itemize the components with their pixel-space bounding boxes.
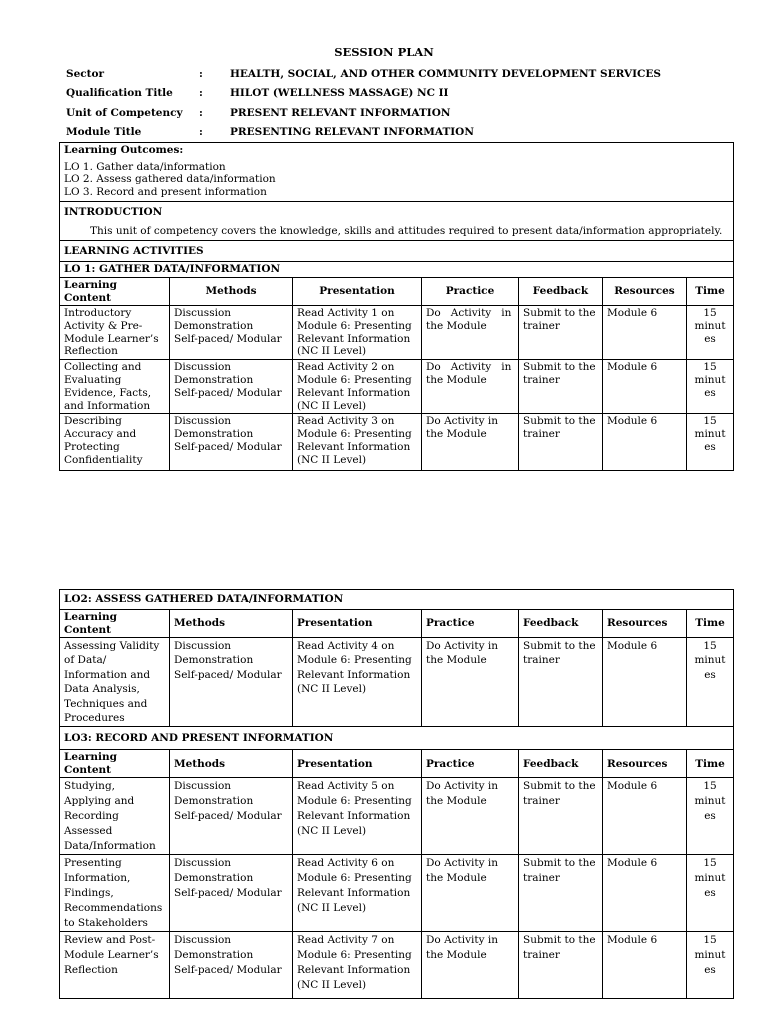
cell-line: Discussion [174, 934, 232, 947]
table-row [60, 638, 734, 727]
col-learning-content: Learning Content [60, 610, 170, 638]
cell-line: 15 [703, 934, 717, 947]
lo3-heading: LO3: RECORD AND PRESENT INFORMATION [60, 727, 734, 750]
cell-line: Findings, [64, 887, 114, 900]
cell-line: Assessing Validity [64, 640, 160, 652]
col-resources: Resources [603, 750, 687, 778]
cell-line: Discussion [174, 361, 232, 374]
lo2-heading-row [60, 590, 734, 610]
cell-line: es [704, 887, 716, 900]
col-methods: Methods [170, 278, 293, 306]
learning-outcomes-heading: Learning Outcomes: [64, 144, 184, 156]
cell-line: trainer [523, 949, 560, 962]
cell-line: 15 [703, 857, 717, 870]
cell-presentation [293, 855, 422, 932]
cell-feedback [519, 778, 603, 855]
learning-activities-heading: LEARNING ACTIVITIES [60, 241, 734, 262]
meta-row-sector [66, 64, 661, 84]
col-presentation: Presentation [293, 278, 422, 306]
cell-time [687, 638, 734, 727]
cell-line: Self-paced/ Modular [174, 386, 282, 399]
col-resources: Resources [603, 610, 687, 638]
cell-line: Discussion [174, 415, 232, 428]
cell-line: Module 6: Presenting [297, 654, 412, 667]
cell-line: trainer [523, 428, 560, 441]
cell-line: Presenting [64, 857, 122, 870]
cell-line: Module 6: Presenting [297, 949, 412, 962]
meta-value: HEALTH, SOCIAL, AND OTHER COMMUNITY DEVELOPMENT SERVICES [230, 67, 661, 80]
cell-line: Relevant Information [297, 887, 411, 900]
lo3-heading-row [60, 727, 734, 750]
cell-line: and Information [64, 399, 151, 412]
cell-line: Demonstration [174, 654, 254, 667]
cell-line: Relevant Information [297, 386, 411, 399]
lo2-rows [60, 638, 734, 727]
col-time: Time [687, 750, 734, 778]
cell-line: Self-paced/ Modular [174, 887, 282, 900]
cell-line: Module 6: Presenting [297, 795, 412, 808]
cell-resources [603, 360, 687, 414]
cell-methods [170, 360, 293, 414]
cell-line: Discussion [174, 857, 232, 870]
cell-line: Collecting and [64, 361, 142, 374]
learning-outcome-item: LO 1. Gather data/information [64, 160, 226, 173]
cell-line: Review and Post- [64, 934, 156, 947]
cell-line: Module 6: Presenting [297, 373, 412, 386]
cell-resources [603, 638, 687, 727]
cell-line: Module 6: Presenting [297, 319, 412, 332]
cell-line: Evidence, Facts, [64, 386, 152, 399]
cell-line: Applying and [64, 795, 135, 808]
cell-line: the Module [426, 319, 487, 332]
cell-line: Relevant Information [297, 810, 411, 823]
cell-time [687, 778, 734, 855]
learning-outcome-item: LO 2. Assess gathered data/information [64, 173, 276, 185]
cell-line: Information and [64, 668, 151, 681]
col-presentation: Presentation [293, 750, 422, 778]
cell-line: Discussion [174, 307, 232, 319]
cell-practice [422, 778, 519, 855]
cell-resources [603, 855, 687, 932]
meta-row-qualification [66, 84, 661, 104]
cell-presentation [293, 932, 422, 999]
cell-methods [170, 414, 293, 471]
cell-line: the Module [426, 373, 487, 386]
cell-line: Module 6 [607, 361, 658, 374]
cell-line: Data/Information [64, 839, 156, 852]
cell-resources [603, 414, 687, 471]
table-row [60, 360, 734, 414]
cell-line: Do Activity in [426, 640, 499, 652]
cell-line: es [704, 668, 716, 681]
session-table-lo1 [59, 142, 734, 471]
cell-feedback [519, 932, 603, 999]
cell-line: (NC II Level) [297, 683, 367, 696]
cell-line: Demonstration [174, 949, 254, 962]
introduction-text: This unit of competency covers the knowledge, skills and attitudes required to present data/information appropriately. [90, 224, 723, 237]
table-row [60, 932, 734, 999]
cell-line: the Module [426, 428, 487, 441]
cell-feedback [519, 360, 603, 414]
cell-line: Techniques and [64, 697, 148, 710]
introduction-heading: INTRODUCTION [64, 206, 163, 218]
cell-resources [603, 778, 687, 855]
col-methods: Methods [170, 750, 293, 778]
col-learning-content: Learning Content [60, 278, 170, 306]
table-row [60, 778, 734, 855]
cell-line: Do Activity in [426, 780, 499, 793]
meta-value: PRESENT RELEVANT INFORMATION [230, 106, 451, 119]
session-table-lo2-lo3 [59, 589, 734, 999]
introduction-cell [60, 202, 734, 241]
cell-line: Module Learner’s [64, 332, 159, 345]
cell-time [687, 360, 734, 414]
lo1-heading: LO 1: GATHER DATA/INFORMATION [60, 262, 734, 278]
cell-line: Read Activity 2 on [297, 361, 395, 374]
col-time: Time [687, 278, 734, 306]
cell-feedback [519, 638, 603, 727]
table-row [60, 855, 734, 932]
cell-line: Relevant Information [297, 964, 411, 976]
lo3-rows [60, 778, 734, 999]
cell-line: minut [694, 428, 726, 441]
cell-line: Read Activity 5 on [297, 780, 395, 793]
cell-methods [170, 306, 293, 360]
meta-key: Unit of Competency [66, 106, 183, 119]
cell-line: Demonstration [174, 319, 254, 332]
cell-line: Module 6 [607, 415, 658, 428]
cell-line: Module 6 [607, 857, 658, 870]
cell-line: es [704, 964, 716, 976]
cell-line: Module 6 [607, 780, 658, 793]
cell-time [687, 932, 734, 999]
cell-line: the Module [426, 795, 487, 808]
cell-line: Module Learner’s [64, 949, 159, 962]
cell-methods [170, 638, 293, 727]
cell-line: Self-paced/ Modular [174, 964, 282, 976]
cell-line: Module 6 [607, 934, 658, 947]
cell-learning-content [60, 932, 170, 999]
col-presentation: Presentation [293, 610, 422, 638]
cell-line: minut [694, 872, 726, 885]
col-learning-content: Learning Content [60, 750, 170, 778]
cell-line: (NC II Level) [297, 978, 367, 991]
column-header-row [60, 278, 734, 306]
cell-practice [422, 932, 519, 999]
cell-line: Module 6 [607, 307, 658, 319]
cell-line: trainer [523, 654, 560, 667]
cell-feedback [519, 855, 603, 932]
cell-line: Reflection [64, 964, 118, 976]
cell-line: to Stakeholders [64, 916, 148, 929]
cell-line: 15 [703, 415, 717, 428]
cell-line: Information, [64, 872, 131, 885]
cell-practice [422, 414, 519, 471]
cell-methods [170, 932, 293, 999]
meta-sep: : [199, 67, 203, 80]
cell-practice [422, 306, 519, 360]
cell-line: es [704, 386, 716, 399]
cell-line: es [704, 810, 716, 823]
page-title: SESSION PLAN [334, 45, 434, 59]
cell-presentation [293, 778, 422, 855]
cell-presentation [293, 638, 422, 727]
cell-learning-content [60, 638, 170, 727]
cell-line: Evaluating [64, 373, 122, 386]
cell-line: 15 [703, 780, 717, 793]
cell-line: minut [694, 319, 726, 332]
col-time: Time [687, 610, 734, 638]
col-methods: Methods [170, 610, 293, 638]
cell-line: Describing [64, 415, 122, 428]
lo1-rows [60, 306, 734, 471]
cell-line: Protecting [64, 440, 120, 453]
cell-line: Relevant Information [297, 668, 411, 681]
cell-practice [422, 360, 519, 414]
cell-line: the Module [426, 654, 487, 667]
cell-line: of Data/ [64, 654, 107, 667]
cell-line: Submit to the [523, 640, 596, 652]
col-practice: Practice [422, 750, 519, 778]
cell-line: Do Activity in [426, 934, 499, 947]
cell-presentation [293, 360, 422, 414]
meta-value: HILOT (WELLNESS MASSAGE) NC II [230, 87, 449, 100]
cell-methods [170, 855, 293, 932]
cell-presentation [293, 414, 422, 471]
cell-line: minut [694, 654, 726, 667]
col-feedback: Feedback [519, 750, 603, 778]
cell-line: minut [694, 795, 726, 808]
cell-line: Do Activity in [426, 415, 499, 428]
cell-line: Self-paced/ Modular [174, 668, 282, 681]
cell-line: Do Activity in [426, 307, 512, 319]
cell-line: Relevant Information [297, 440, 411, 453]
table-row [60, 414, 734, 471]
cell-line: Recommendations [64, 901, 163, 914]
meta-row-unit [66, 103, 661, 123]
cell-line: Self-paced/ Modular [174, 440, 282, 453]
col-practice: Practice [422, 610, 519, 638]
cell-line: (NC II Level) [297, 345, 367, 358]
cell-line: Self-paced/ Modular [174, 810, 282, 823]
cell-resources [603, 932, 687, 999]
cell-line: Recording [64, 810, 119, 823]
cell-line: Studying, [64, 780, 116, 793]
learning-outcome-item: LO 3. Record and present information [64, 185, 267, 198]
cell-line: 15 [703, 361, 717, 374]
cell-line: 15 [703, 307, 717, 319]
cell-line: Submit to the [523, 934, 596, 947]
lo2-heading: LO2: ASSESS GATHERED DATA/INFORMATION [60, 590, 734, 610]
cell-feedback [519, 414, 603, 471]
cell-feedback [519, 306, 603, 360]
cell-time [687, 855, 734, 932]
cell-line: Submit to the [523, 361, 596, 374]
cell-line: es [704, 440, 716, 453]
cell-line: Do Activity in [426, 857, 499, 870]
meta-key: Sector [66, 67, 105, 80]
meta-sep: : [199, 106, 203, 119]
meta-key: Module Title [66, 126, 142, 139]
cell-methods [170, 778, 293, 855]
cell-resources [603, 306, 687, 360]
cell-line: Read Activity 6 on [297, 857, 395, 870]
cell-learning-content [60, 855, 170, 932]
cell-line: (NC II Level) [297, 399, 367, 412]
column-header-row [60, 750, 734, 778]
cell-line: trainer [523, 319, 560, 332]
meta-sep: : [199, 87, 203, 100]
cell-learning-content [60, 360, 170, 414]
cell-line: Self-paced/ Modular [174, 332, 282, 345]
cell-line: Accuracy and [64, 428, 137, 441]
cell-line: Demonstration [174, 373, 254, 386]
cell-line: Submit to the [523, 415, 596, 428]
cell-line: Do Activity in [426, 361, 512, 374]
cell-line: Read Activity 4 on [297, 640, 395, 652]
cell-line: Submit to the [523, 307, 596, 319]
cell-line: Read Activity 1 on [297, 307, 395, 319]
cell-line: Submit to the [523, 857, 596, 870]
cell-line: Demonstration [174, 428, 254, 441]
cell-line: Discussion [174, 780, 232, 793]
cell-line: (NC II Level) [297, 453, 367, 466]
table-row [60, 306, 734, 360]
cell-line: Module 6: Presenting [297, 872, 412, 885]
cell-learning-content [60, 414, 170, 471]
cell-line: Submit to the [523, 780, 596, 793]
meta-key: Qualification Title [66, 87, 173, 100]
cell-practice [422, 638, 519, 727]
cell-line: the Module [426, 949, 487, 962]
cell-line: Introductory [64, 307, 132, 319]
learning-outcomes-row [60, 143, 734, 202]
meta-sep: : [199, 126, 203, 139]
cell-learning-content [60, 778, 170, 855]
cell-line: Activity & Pre- [64, 319, 143, 332]
cell-line: Procedures [64, 712, 125, 725]
meta-row-module [66, 123, 661, 143]
cell-time [687, 414, 734, 471]
cell-line: Demonstration [174, 872, 254, 885]
cell-line: minut [694, 949, 726, 962]
cell-time [687, 306, 734, 360]
cell-line: Assessed [64, 824, 113, 837]
learning-outcomes-cell [60, 143, 734, 202]
col-resources: Resources [603, 278, 687, 306]
cell-line: Relevant Information [297, 332, 411, 345]
cell-line: trainer [523, 373, 560, 386]
cell-line: trainer [523, 872, 560, 885]
cell-line: es [704, 332, 716, 345]
cell-line: the Module [426, 872, 487, 885]
cell-line: Read Activity 7 on [297, 934, 395, 947]
cell-line: 15 [703, 640, 717, 652]
col-feedback: Feedback [519, 610, 603, 638]
col-practice: Practice [422, 278, 519, 306]
cell-line: Data Analysis, [64, 683, 140, 696]
cell-line: Reflection [64, 345, 118, 358]
cell-line: Read Activity 3 on [297, 415, 395, 428]
cell-line: Demonstration [174, 795, 254, 808]
learning-activities-row [60, 241, 734, 262]
lo1-heading-row [60, 262, 734, 278]
meta-value: PRESENTING RELEVANT INFORMATION [230, 126, 474, 139]
cell-practice [422, 855, 519, 932]
cell-presentation [293, 306, 422, 360]
cell-learning-content [60, 306, 170, 360]
cell-line: trainer [523, 795, 560, 808]
col-feedback: Feedback [519, 278, 603, 306]
meta-block [66, 64, 661, 142]
cell-line: Module 6: Presenting [297, 428, 412, 441]
column-header-row [60, 610, 734, 638]
cell-line: Module 6 [607, 640, 658, 652]
cell-line: (NC II Level) [297, 824, 367, 837]
cell-line: Confidentiality [64, 453, 143, 466]
cell-line: (NC II Level) [297, 901, 367, 914]
cell-line: minut [694, 373, 726, 386]
introduction-row [60, 202, 734, 241]
cell-line: Discussion [174, 640, 232, 652]
